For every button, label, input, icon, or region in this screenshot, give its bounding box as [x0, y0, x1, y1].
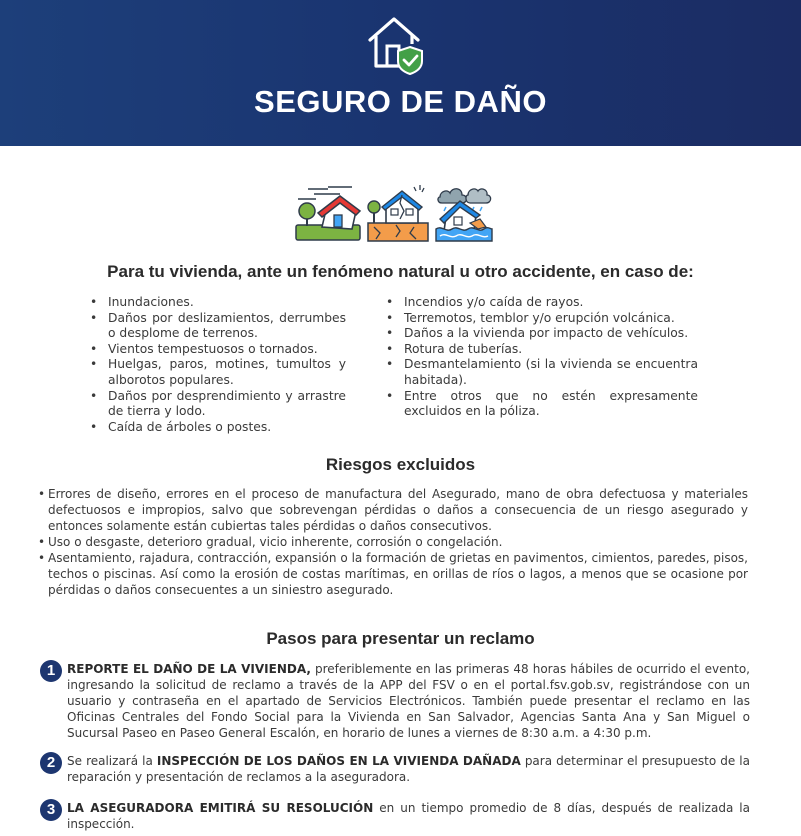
earthquake-house-icon — [368, 185, 428, 241]
natural-disasters-illustration — [294, 183, 494, 245]
excluded-risks-list — [38, 486, 748, 598]
claim-step-1 — [40, 661, 750, 741]
list-item: • Asentamiento, rajadura, contracción, expansión o la formación de grietas en pavimentos, cimientos, paredes, pisos, techos o piscinas. Así como la erosión de costas marítimas, en orillas de ríos o lagos, a menos que se ocasione por pérdidas o daños consecuentes a un siniestro asegurado. — [38, 550, 748, 598]
step-number-badge: 3 — [40, 799, 62, 821]
list-item: • Incendios y/o caída de rayos. — [384, 295, 698, 311]
list-item: • Vientos tempestuosos o tornados. — [88, 342, 346, 358]
coverage-list-right — [384, 295, 698, 420]
list-item: • Terremotos, temblor y/o erupción volcánica. — [384, 311, 698, 327]
list-item: • Daños a la vivienda por impacto de vehículos. — [384, 326, 698, 342]
wind-storm-house-icon — [296, 187, 360, 240]
claim-step-2 — [40, 753, 750, 785]
flood-house-icon — [436, 189, 492, 241]
step-number-badge: 2 — [40, 752, 62, 774]
list-item: • Rotura de tuberías. — [384, 342, 698, 358]
list-item: • Entre otros que no estén expresamente excluidos en la póliza. — [384, 389, 698, 420]
list-item: • Inundaciones. — [88, 295, 346, 311]
list-item: • Daños por desprendimiento y arrastre de tierra y lodo. — [88, 389, 346, 420]
list-item: • Uso o desgaste, deterioro gradual, vicio inherente, corrosión o congelación. — [38, 534, 748, 550]
list-item: • Errores de diseño, errores en el proceso de manufactura del Asegurado, mano de obra defectuosa y materiales defectuosos e impropios, salvo que sobrevengan pérdidas o daños a consecuencia de un riesgo asegurado y entonces solamente están cubiertas tales pérdidas o daños consecutivos. — [38, 486, 748, 534]
page-title: SEGURO DE DAÑO — [254, 84, 547, 119]
house-shield-check-icon — [366, 14, 426, 76]
list-item: • Desmantelamiento (si la vivienda se encuentra habitada). — [384, 357, 698, 388]
excluded-risks-heading: Riesgos excluidos — [325, 455, 476, 474]
claim-steps-heading: Pasos para presentar un reclamo — [266, 629, 535, 648]
coverage-list-left — [88, 295, 346, 435]
step-text: LA ASEGURADORA EMITIRÁ SU RESOLUCIÓN en un tiempo promedio de 8 días, después de realizada la inspección. — [67, 801, 750, 831]
step-text: Se realizará la INSPECCIÓN DE LOS DAÑOS EN LA VIVIENDA DAÑADA para determinar el presupuesto de la reparación y presentación de reclamos a la aseguradora. — [67, 754, 750, 784]
header-banner — [0, 0, 801, 146]
coverage-heading: Para tu vivienda, ante un fenómeno natural u otro accidente, en caso de: — [107, 262, 694, 281]
step-number-badge: 1 — [40, 660, 62, 682]
list-item: • Daños por deslizamientos, derrumbes o desplome de terrenos. — [88, 311, 346, 342]
claim-step-3 — [40, 800, 750, 832]
step-text: REPORTE EL DAÑO DE LA VIVIENDA, preferiblemente en las primeras 48 horas hábiles de ocurrido el evento, ingresando la solicitud de reclamo a través de la APP del FSV o en el portal.fsv.gob.sv, registrándose con un usuario y contraseña en el apartado de Servicios Electrónicos. También puede presentar el reclamo en las Oficinas Centrales del Fondo Social para la Vivienda en San Salvador, Agencias Santa Ana y San Miguel o Sucursal Paseo en Paseo General Escalón, en horario de lunes a viernes de 8:30 a.m. a 4:30 p.m. — [67, 662, 750, 740]
list-item: • Huelgas, paros, motines, tumultos y alborotos populares. — [88, 357, 346, 388]
list-item: • Caída de árboles o postes. — [88, 420, 346, 436]
